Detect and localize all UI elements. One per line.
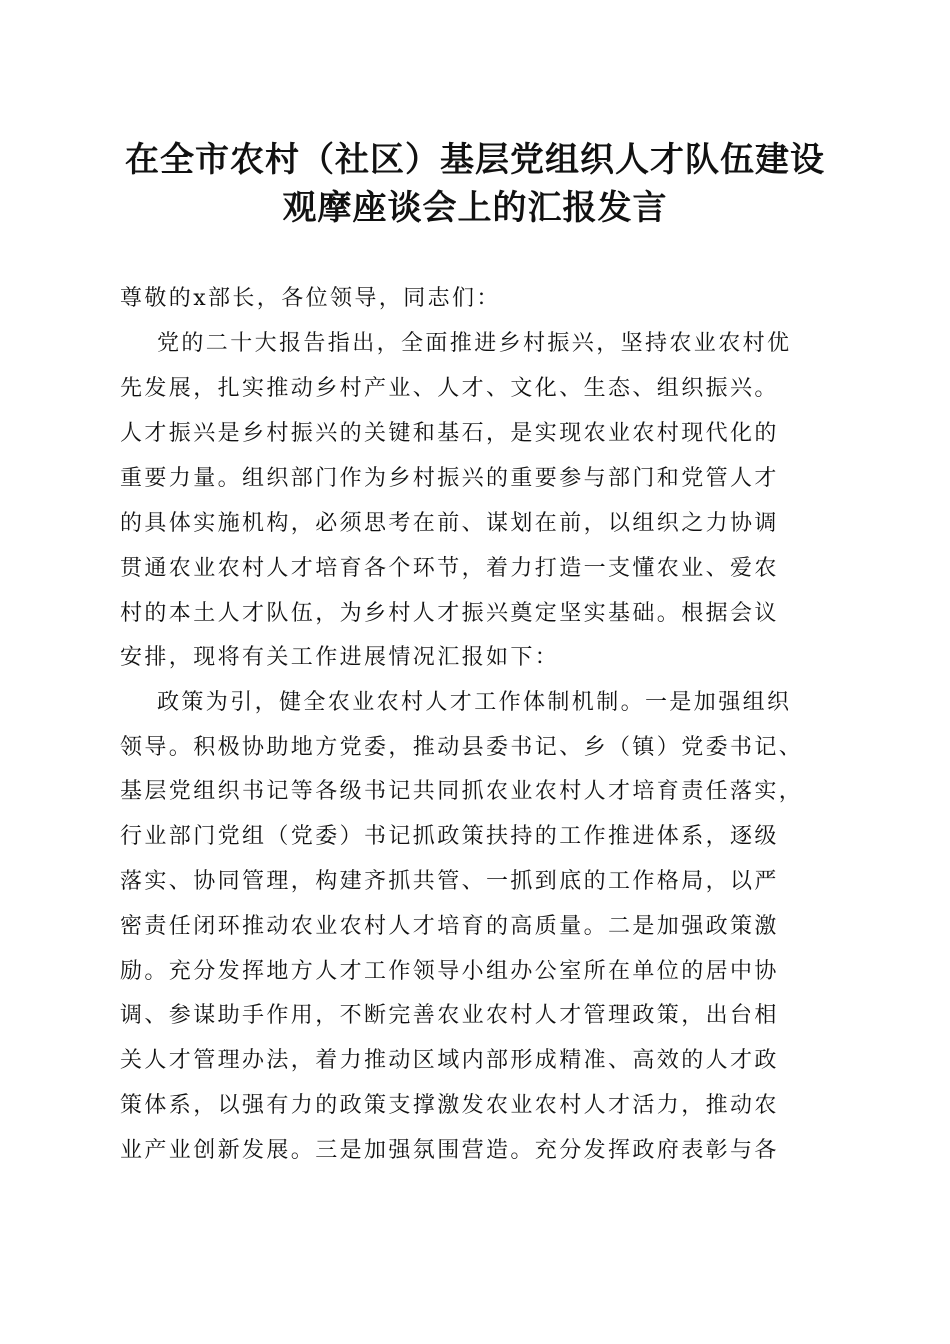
document-title-line-1: 在全市农村（社区）基层党组织人才队伍建设 (125, 140, 825, 180)
paragraph-1-line: 先发展，扎实推动乡村产业、人才、文化、生态、组织振兴。 (120, 376, 779, 401)
paragraph-2-line: 策体系，以强有力的政策支撑激发农业农村人才活力，推动农 (120, 1093, 779, 1118)
salutation: 尊敬的x部长，各位领导，同志们： (120, 286, 501, 311)
paragraph-2-line: 调、参谋助手作用，不断完善农业农村人才管理政策，出台相 (120, 1003, 779, 1028)
paragraph-2-line: 领导。积极协助地方党委，推动县委书记、乡（镇）党委书记、 (120, 735, 804, 760)
paragraph-2-line: 密责任闭环推动农业农村人才培育的高质量。二是加强政策激 (120, 914, 779, 939)
paragraph-1-line: 人才振兴是乡村振兴的关键和基石，是实现农业农村现代化的 (120, 421, 779, 446)
paragraph-2-line: 行业部门党组（党委）书记抓政策扶持的工作推进体系，逐级 (120, 824, 779, 849)
document-title-line-2: 观摩座谈会上的汇报发言 (282, 188, 668, 228)
paragraph-1-line: 安排，现将有关工作进展情况汇报如下： (120, 645, 560, 670)
paragraph-1-line: 重要力量。组织部门作为乡村振兴的重要参与部门和党管人才 (120, 466, 779, 491)
paragraph-2-line: 政策为引，健全农业农村人才工作体制机制。一是加强组织 (157, 690, 792, 715)
paragraph-2-line: 落实、协同管理，构建齐抓共管、一抓到底的工作格局，以严 (120, 869, 779, 894)
paragraph-2-line: 基层党组织书记等各级书记共同抓农业农村人才培育责任落实， (120, 779, 804, 804)
paragraph-2-line: 业产业创新发展。三是加强氛围营造。充分发挥政府表彰与各 (120, 1138, 779, 1163)
paragraph-2-line: 励。充分发挥地方人才工作领导小组办公室所在单位的居中协 (120, 959, 779, 984)
paragraph-1-line: 村的本土人才队伍，为乡村人才振兴奠定坚实基础。根据会议 (120, 601, 779, 626)
paragraph-2-line: 关人才管理办法，着力推动区域内部形成精准、高效的人才政 (120, 1048, 779, 1073)
paragraph-1-line: 党的二十大报告指出，全面推进乡村振兴，坚持农业农村优 (157, 331, 792, 356)
paragraph-1-line: 的具体实施机构，必须思考在前、谋划在前，以组织之力协调 (120, 511, 779, 536)
paragraph-1-line: 贯通农业农村人才培育各个环节，着力打造一支懂农业、爱农 (120, 556, 779, 581)
